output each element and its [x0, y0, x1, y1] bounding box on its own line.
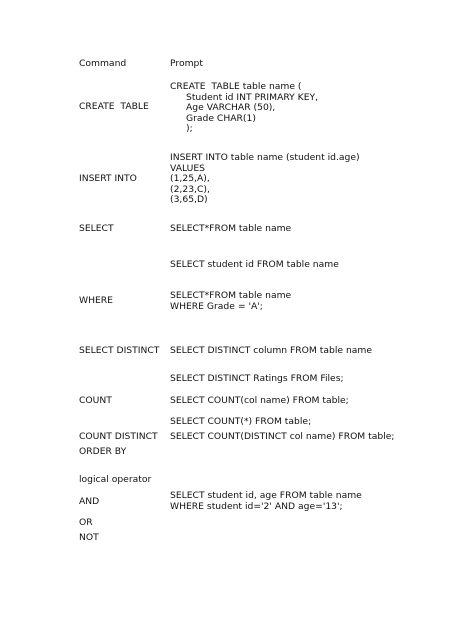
and-line: SELECT student id, age FROM table name	[170, 490, 362, 501]
select-example-1: SELECT*FROM table name	[170, 223, 292, 234]
create-table-line: Grade CHAR(1)	[186, 112, 256, 124]
header-prompt: Prompt	[170, 58, 203, 69]
count-example-2: SELECT COUNT(*) FROM table;	[170, 416, 312, 427]
insert-into-line: (2,23,C),	[170, 183, 210, 195]
and-line: WHERE student id='2' AND age='13';	[170, 500, 343, 512]
create-table-line: Age VARCHAR (50),	[186, 102, 276, 114]
or-command: OR	[79, 517, 93, 528]
select-distinct-example-2: SELECT DISTINCT Ratings FROM Files;	[170, 373, 344, 384]
header-command: Command	[79, 58, 127, 69]
logical-operator-heading: logical operator	[79, 474, 152, 485]
count-distinct-example: SELECT COUNT(DISTINCT col name) FROM table;	[170, 431, 395, 442]
select-command: SELECT	[79, 223, 114, 234]
where-command: WHERE	[79, 295, 113, 306]
insert-into-command: INSERT INTO	[79, 173, 137, 184]
create-table-command: CREATE TABLE	[79, 101, 149, 112]
select-example-2: SELECT student id FROM table name	[170, 259, 339, 270]
create-table-line: Student id INT PRIMARY KEY,	[186, 91, 319, 103]
create-table-line: CREATE TABLE table name (	[170, 81, 302, 92]
insert-into-line: INSERT INTO table name (student id.age)	[170, 152, 360, 163]
insert-into-line: (1,25,A),	[170, 173, 210, 185]
count-distinct-command: COUNT DISTINCT	[79, 431, 158, 442]
where-line: SELECT*FROM table name	[170, 290, 292, 301]
select-distinct-command: SELECT DISTINCT	[79, 345, 160, 356]
select-distinct-example-1: SELECT DISTINCT column FROM table name	[170, 345, 372, 356]
count-command: COUNT	[79, 395, 112, 406]
not-command: NOT	[79, 532, 99, 543]
order-by-command: ORDER BY	[79, 446, 127, 457]
and-command: AND	[79, 496, 100, 507]
count-example-1: SELECT COUNT(col name) FROM table;	[170, 395, 349, 406]
where-line: WHERE Grade = 'A';	[170, 300, 263, 312]
insert-into-line: (3,65,D)	[170, 194, 208, 206]
create-table-line: );	[186, 123, 193, 135]
insert-into-line: VALUES	[170, 162, 206, 174]
